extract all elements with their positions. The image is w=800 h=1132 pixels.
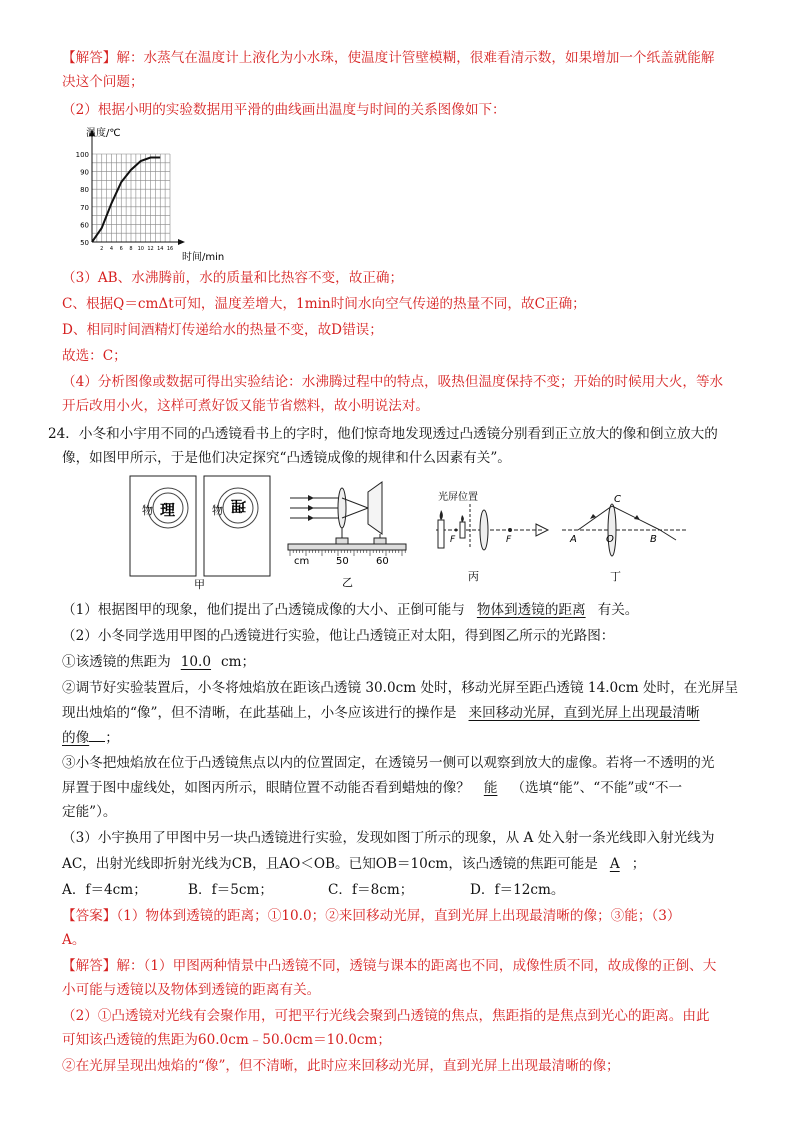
answer-line: A。 <box>62 932 86 948</box>
point-C: C <box>614 494 621 505</box>
figure-bing <box>432 486 552 586</box>
x-tick-label: 10 <box>137 246 144 252</box>
question-text: （2）小冬同学选用甲图的凸透镜进行实验，他让凸透镜正对太阳，得到图乙所示的光路图： <box>62 628 615 644</box>
chart-axes <box>89 129 185 245</box>
figure-label: 丙 <box>468 570 479 583</box>
fill-blank: 能 <box>483 780 498 796</box>
ruler-unit: cm <box>294 556 310 567</box>
x-tick-label: 2 <box>100 246 104 252</box>
screen-position-label: 光屏位置 <box>438 492 478 503</box>
point-O: O <box>606 534 614 545</box>
x-axis-label: 时间/min <box>182 252 225 263</box>
question-text: AC，出射光线即折射光线为CB，且AO＜OB。已知OB＝10cm，该凸透镜的焦距可能是 A ； <box>62 856 646 872</box>
answer-line: 【解答】解：水蒸气在温度计上液化为小水珠，使温度计管壁模糊，很难看清示数，如果增加一个纸盖就能解 <box>62 50 715 66</box>
point-A: A <box>570 534 577 545</box>
ruler-label-60: 60 <box>376 556 389 567</box>
option-b: B．f＝5cm； <box>188 882 273 898</box>
answer-line: D、相同时间酒精灯传递给水的热量不变，故D错误； <box>62 322 383 338</box>
ruler-label-50: 50 <box>336 556 349 567</box>
option-c: C．f＝8cm； <box>328 882 414 898</box>
question-text: 屏置于图中虚线处，如图丙所示，眼睛位置不动能否看到蜡烛的像？ 能 （选填“能”、“不能”或“不一 <box>62 780 683 796</box>
question-text: ③小冬把烛焰放在位于凸透镜焦点以内的位置固定，在透镜另一侧可以观察到放大的虚像。若将一不透明的光 <box>62 755 715 771</box>
answer-line: 【答案】（1）物体到透镜的距离；①10.0；②来回移动光屏，直到光屏上出现最清晰的像；③能；（3） <box>62 908 681 924</box>
fill-blank: 物体到透镜的距离 <box>476 602 586 618</box>
x-axis-arrow <box>178 239 185 245</box>
answer-line: （2）①凸透镜对光线有会聚作用，可把平行光线会聚到凸透镜的焦点，焦距指的是焦点到光心的距离。由此 <box>62 1008 710 1024</box>
answer-line: 【解答】解：（1）甲图两种情景中凸透镜不同，透镜与课本的距离也不同，成像性质不同，故成像的正倒、大 <box>62 958 717 974</box>
answer-line: 可知该凸透镜的焦距为60.0cm﹣50.0cm＝10.0cm； <box>62 1032 392 1048</box>
left-character: 物 <box>142 504 153 517</box>
answer-line: ②在光屏呈现出烛焰的“像”，但不清晰，此时应来回移动光屏，直到光屏上出现最清晰的像； <box>62 1058 620 1074</box>
figure-label: 丁 <box>610 570 621 583</box>
x-tick-label: 4 <box>109 246 114 252</box>
answer-line: 开后改用小火，这样可煮好饭又能节省燃料，故小明说法对。 <box>62 398 430 414</box>
question-text: 的像 ； <box>62 727 740 748</box>
figure-label: 甲 <box>194 578 205 591</box>
question-text: 现出烛焰的“像”，但不清晰，在此基础上，小冬应该进行的操作是 来回移动光屏，直到光屏上出现最清晰 <box>62 705 700 721</box>
answer-line: C、根据Q＝cmΔt可知，温度差增大，1min时间水向空气传递的热量不同，故C正确； <box>62 296 586 312</box>
question-text: 定能”）。 <box>62 804 117 820</box>
fill-blank: 来回移动光屏，直到光屏上出现最清晰 <box>468 705 700 721</box>
y-tick-label: 70 <box>80 203 89 212</box>
answer-line: （4）分析图像或数据可得出实验结论：水沸腾过程中的特点，吸热但温度保持不变；开始的时候用大火，等水 <box>62 374 724 390</box>
inverted-character: 理 <box>230 497 246 515</box>
question-text: ②调节好实验装置后，小冬将烛焰放在距该凸透镜 30.0cm 处时，移动光屏至距凸透镜 14.0cm 处时，在光屏呈 <box>62 680 739 696</box>
question-text: （1）根据图甲的现象，他们提出了凸透镜成像的大小、正倒可能与 物体到透镜的距离 有关。 <box>62 602 639 618</box>
figure-label: 乙 <box>342 576 353 589</box>
point-B: B <box>650 534 657 545</box>
figure-ding <box>560 486 690 586</box>
y-tick-label: 60 <box>80 221 89 230</box>
x-tick-label: 16 <box>166 246 174 252</box>
chart-grid <box>92 154 170 242</box>
x-tick-label: 8 <box>129 246 133 252</box>
option-d: D．f＝12cm。 <box>470 882 565 898</box>
y-tick-label: 90 <box>80 168 89 177</box>
answer-line: 故选：C； <box>62 348 127 364</box>
upright-character: 理 <box>160 501 176 519</box>
answer-line: （3）AB、水沸腾前，水的质量和比热容不变，故正确； <box>62 270 404 286</box>
option-a: A．f＝4cm； <box>62 882 147 898</box>
temperature-time-chart <box>70 124 250 264</box>
focus-label: F <box>450 535 456 545</box>
question-text: ①该透镜的焦距为 10.0 cm； <box>62 654 256 670</box>
answer-line: 决这个问题； <box>62 74 144 90</box>
fill-blank: A <box>609 856 620 872</box>
y-tick-label: 50 <box>80 239 89 247</box>
question-text: 像，如图甲所示，于是他们决定探究“凸透镜成像的规律和什么因素有关”。 <box>62 450 511 466</box>
y-tick-label: 80 <box>80 186 89 195</box>
question-text: （3）小宇换用了甲图中另一块凸透镜进行实验，发现如图丁所示的现象，从 A 处入射一条光线即入射光线为 <box>62 830 715 846</box>
chart-ticks <box>76 151 174 252</box>
y-tick-label: 100 <box>75 151 89 159</box>
fill-blank: 10.0 <box>180 654 212 670</box>
answer-line: 小可能与透镜以及物体到透镜的距离有关。 <box>62 982 321 998</box>
figure-jia <box>128 474 288 592</box>
x-tick-label: 14 <box>157 246 164 252</box>
fill-blank: 的像 <box>62 730 90 746</box>
x-tick-label: 6 <box>119 246 123 252</box>
question-text: 24．小冬和小宇用不同的凸透镜看书上的字时，他们惊奇地发现透过凸透镜分别看到正立放大的像和倒立放大的 <box>48 426 718 442</box>
left-character: 物 <box>212 504 223 517</box>
figure-yi <box>284 478 414 590</box>
x-tick-label: 12 <box>147 246 154 252</box>
y-axis-label: 温度/℃ <box>86 128 121 139</box>
answer-line: （2）根据小明的实验数据用平滑的曲线画出温度与时间的关系图像如下： <box>62 102 506 118</box>
focus-label: F <box>506 535 512 545</box>
